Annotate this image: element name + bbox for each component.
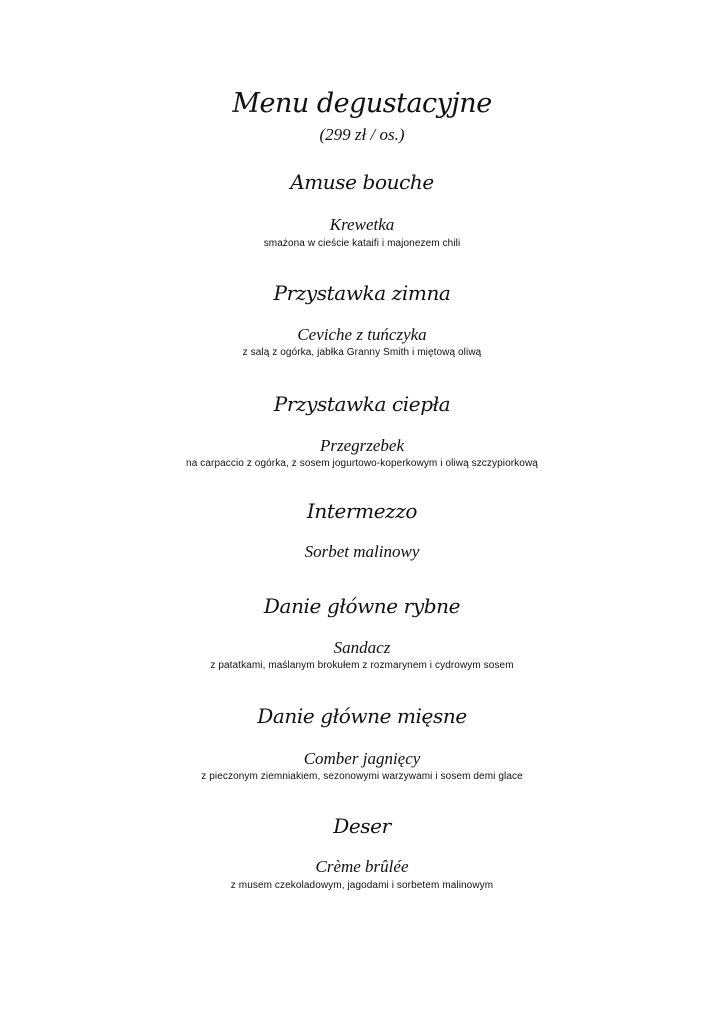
dish-description: z pieczonym ziemniakiem, sezonowymi warzywami i sosem demi glace bbox=[201, 771, 523, 782]
dish-name: Ceviche z tuńczyka bbox=[297, 325, 427, 344]
section-heading: Przystawka zimna bbox=[273, 281, 451, 305]
dish-name: Sandacz bbox=[333, 638, 391, 657]
dish-name: Sorbet malinowy bbox=[304, 542, 420, 561]
menu-price: (299 zł / os.) bbox=[319, 125, 405, 144]
dish-description: z musem czekoladowym, jagodami i sorbetem malinowym bbox=[230, 880, 494, 891]
section-heading: Deser bbox=[333, 814, 391, 838]
section-heading: Intermezzo bbox=[306, 499, 418, 523]
dish-description: smażona w cieście kataifi i majonezem chili bbox=[263, 238, 461, 249]
dish-name: Krewetka bbox=[329, 215, 395, 234]
dish-description: z salą z ogórka, jabłka Granny Smith i miętową oliwą bbox=[242, 347, 482, 358]
section-heading: Danie główne mięsne bbox=[257, 704, 467, 728]
dish-description: na carpaccio z ogórka, z sosem jogurtowo-koperkowym i oliwą szczypiorkową bbox=[186, 458, 538, 469]
dish-name: Comber jagnięcy bbox=[303, 749, 421, 768]
section-heading: Amuse bouche bbox=[290, 170, 434, 194]
menu-title: Menu degustacyjne bbox=[232, 88, 492, 119]
dish-description: z patatkami, maślanym brokułem z rozmarynem i cydrowym sosem bbox=[210, 660, 514, 671]
dish-name: Przegrzebek bbox=[319, 436, 405, 455]
section-heading: Danie główne rybne bbox=[263, 594, 461, 618]
section-heading: Przystawka ciepła bbox=[273, 392, 451, 416]
dish-name: Crème brûlée bbox=[315, 857, 409, 876]
